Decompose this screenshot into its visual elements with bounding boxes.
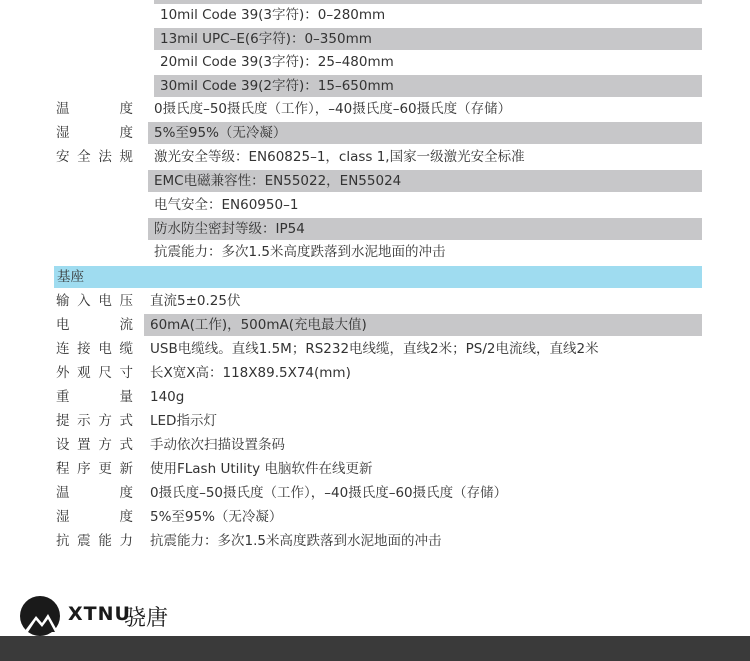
spec-value: 140g [150,389,185,405]
spec-value: 长X宽X高：118X89.5X74(mm) [150,365,351,381]
spec-label: 程序更新 [56,461,134,477]
spec-label: 重量 [56,389,134,405]
spec-value: 5%至95%（无冷凝） [150,509,283,525]
spec-value: USB电缆线。直线1.5M；RS232电线缆，直线2米；PS/2电流线，直线2米 [150,341,599,357]
scan-row: 13mil UPC–E(6字符)：0–350mm [154,28,702,50]
spec-label: 安全法规 [56,149,134,165]
spec-value: 使用FLash Utility 电脑软件在线更新 [150,461,373,477]
scan-row: 30mil Code 39(2字符)：15–650mm [154,75,702,97]
spec-label: 湿度 [56,125,134,141]
scan-row: 10mil Code 39(3字符)：0–280mm [160,7,386,23]
spec-label: 湿度 [56,509,134,525]
brand-mountain-icon [18,592,64,636]
spec-value: 电气安全：EN60950–1 [154,197,299,213]
spec-value: 手动依次扫描设置条码 [150,437,285,453]
spec-label: 设置方式 [56,437,134,453]
spec-value: 0摄氏度–50摄氏度（工作），–40摄氏度–60摄氏度（存储） [154,101,512,117]
spec-value: 抗震能力：多次1.5米高度跌落到水泥地面的冲击 [150,533,442,549]
section-header-base: 基座 [54,266,702,288]
spec-label: 连接电缆 [56,341,134,357]
spec-value: 5%至95%（无冷凝） [148,122,702,144]
brand-latin: XTNU [68,603,131,625]
spec-value: EMC电磁兼容性：EN55022，EN55024 [148,170,702,192]
footer-bar [0,636,750,661]
spec-label: 输入电压 [56,293,134,309]
spec-label: 外观尺寸 [56,365,134,381]
spec-value: 0摄氏度–50摄氏度（工作），–40摄氏度–60摄氏度（存储） [150,485,508,501]
spec-label: 电流 [56,317,134,333]
spec-value: 直流5±0.25伏 [150,293,241,309]
spec-value: 激光安全等级：EN60825–1，class 1,国家一级激光安全标准 [154,149,525,165]
brand-chinese: 骁唐 [124,606,169,631]
spec-label: 提示方式 [56,413,134,429]
scan-row: 20mil Code 39(3字符)：25–480mm [160,54,394,70]
spec-value: 60mA(工作)，500mA(充电最大值) [144,314,702,336]
spec-label: 温度 [56,101,134,117]
spec-label: 抗震能力 [56,533,134,549]
spec-value: 防水防尘密封等级：IP54 [148,218,702,240]
spec-label: 温度 [56,485,134,501]
spec-value: LED指示灯 [150,413,217,429]
spec-value: 抗震能力：多次1.5米高度跌落到水泥地面的冲击 [154,244,446,260]
